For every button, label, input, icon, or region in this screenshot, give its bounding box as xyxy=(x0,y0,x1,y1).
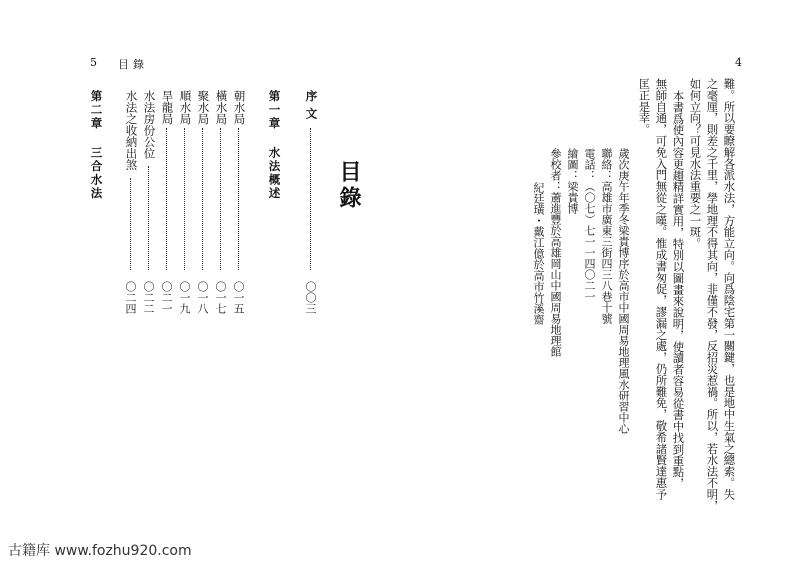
toc-entry-page: 〇二一 xyxy=(160,281,173,314)
toc-entry-leader xyxy=(125,88,137,314)
toc-entry-leader xyxy=(305,88,317,314)
toc-entry-label: 聚水局 xyxy=(196,90,211,125)
toc-entry-label: 水法之收納出煞 xyxy=(124,90,139,171)
proofreader-credit: 參校者：蕭進豐於高雄岡山中國周易地理館 xyxy=(549,148,562,357)
proofreader-credit: 紀廷璜・戴江億於高市竹溪齋 xyxy=(532,182,545,325)
toc-entry-label: 順水局 xyxy=(178,90,193,125)
body-text-column: 難。所以要瞭解各派水法，方能立向。向爲陰宅第一關鍵，也是地中生氣之總索。失 xyxy=(722,78,737,500)
toc-entry-leader xyxy=(143,88,155,314)
toc-entry-label: 水法房份公位 xyxy=(142,90,157,159)
left-page xyxy=(0,0,396,540)
toc-entry-leader xyxy=(161,88,173,314)
toc-entry-page: 〇一七 xyxy=(214,281,227,314)
toc-title: 目錄 xyxy=(336,160,362,212)
toc-entry-label: 橫水局 xyxy=(214,90,229,125)
toc-entry-page: 〇二四 xyxy=(124,281,137,314)
toc-entry-page: 〇一九 xyxy=(178,281,191,314)
right-page-number: 4 xyxy=(735,56,742,69)
toc-entry-leader xyxy=(179,88,191,314)
illustrator-credit: 繪圖：梁貴博 xyxy=(566,148,579,214)
toc-entry-page: 〇一五 xyxy=(232,281,245,314)
toc-entry-label: 朝水局 xyxy=(232,90,247,125)
toc-entry-label: 序文 xyxy=(304,90,319,125)
left-page-number: 5 xyxy=(90,56,97,69)
left-page-header: 目錄 xyxy=(118,58,148,71)
body-text-column: 匡正是幸。 xyxy=(637,78,652,135)
right-page xyxy=(396,0,793,540)
toc-entry-page: 〇〇三 xyxy=(304,281,317,314)
toc-entry-leader xyxy=(233,88,245,314)
chapter-heading: 第二章 三合水法 xyxy=(89,90,104,201)
chapter-heading: 第一章 水法概述 xyxy=(267,90,282,201)
toc-entry-page: 〇一八 xyxy=(196,281,209,314)
body-text-column: 之毫厘，則差之千里，學地理不得其向，非僅不發，反招災惹禍。所以，若水法不明， xyxy=(705,78,720,512)
contact-phone: 電話：（〇七）七一一四〇二一 xyxy=(583,148,596,302)
toc-entry-leader xyxy=(215,88,227,314)
preface-signature: 歲次庚午年季冬梁貴博序於高市中國周易地理風水研習中心 xyxy=(617,148,630,434)
body-text-column: 本書爲使內容更趨精詳實用，特別以圖畫來說明，使讀者容易從書中找到重點， xyxy=(671,90,686,489)
body-text-column: 如何立向？可見水法重要之一斑。 xyxy=(688,78,703,249)
toc-entry-page: 〇二二 xyxy=(142,281,155,314)
toc-entry-leader xyxy=(197,88,209,314)
site-watermark: 古籍库 www.fozhu920.com xyxy=(8,543,192,559)
body-text-column: 無師自通，可免入門無從之嘆。惟成書匆促，謬漏之處，仍所難免，敬希諸賢達惠予 xyxy=(654,78,669,500)
contact-address: 聯絡：高雄市廣東三街四三八巷十號 xyxy=(600,148,613,324)
toc-entry-label: 旱龍局 xyxy=(160,90,175,125)
